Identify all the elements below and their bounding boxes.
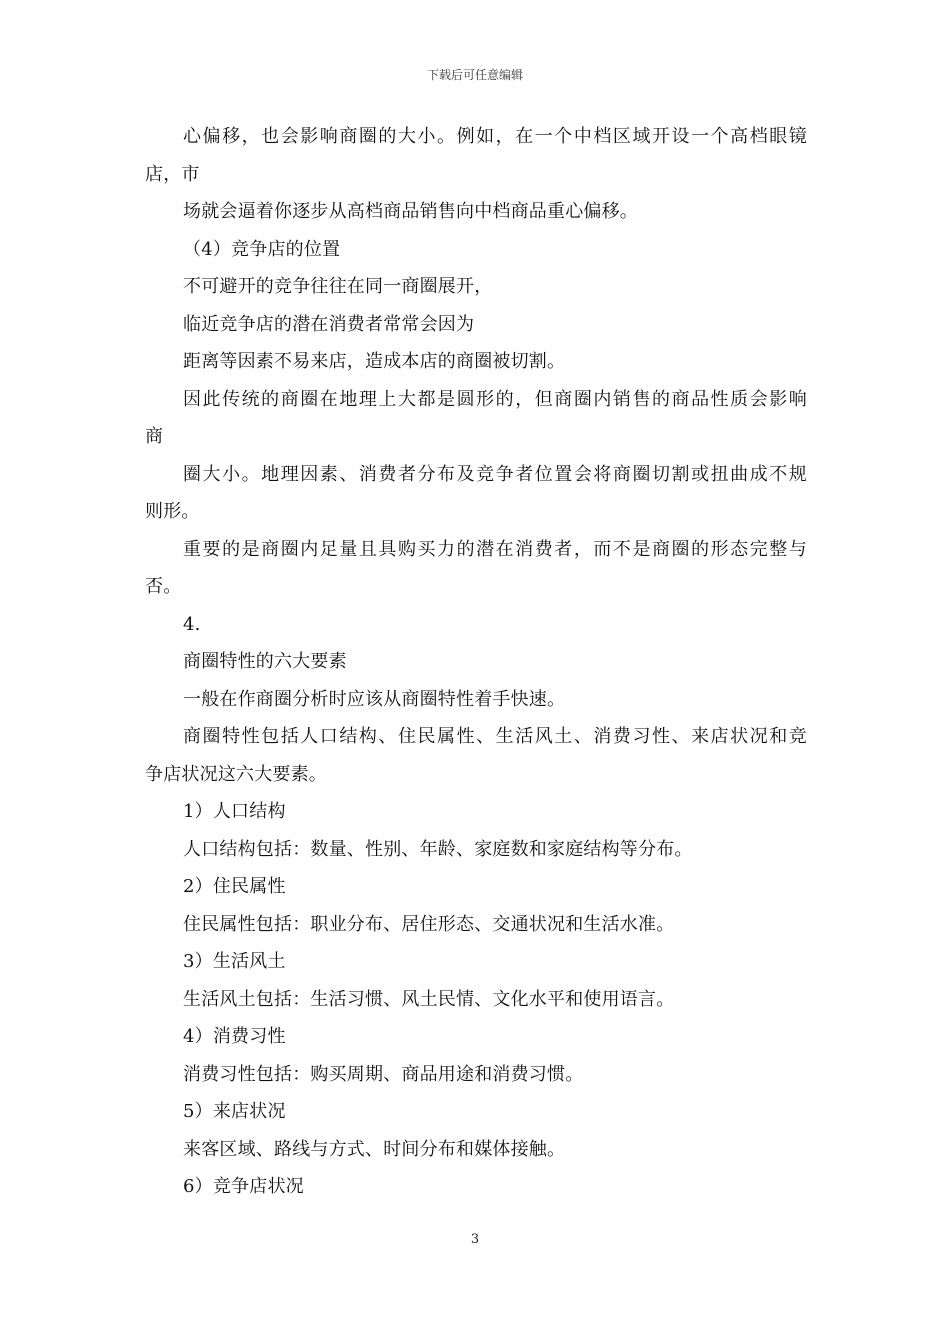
subsection-heading: 1）人口结构 (183, 801, 286, 822)
paragraph-line: 圈大小。地理因素、消费者分布及竞争者位置会将商圈切割或扭曲成不规 (183, 463, 807, 485)
paragraph-line: 则形。 (145, 501, 200, 522)
paragraph-line: 消费习性包括：购买周期、商品用途和消费习惯。 (183, 1063, 584, 1085)
paragraph-line: 距离等因素不易来店，造成本店的商圈被切割。 (183, 351, 566, 372)
paragraph-line: 重要的是商圈内足量且具购买力的潜在消费者，而不是商圈的形态完整与 (183, 538, 807, 560)
subsection-heading: 6）竞争店状况 (183, 1176, 304, 1197)
section-heading: 商圈特性的六大要素 (183, 651, 347, 672)
subsection-heading: 3）生活风土 (183, 951, 286, 972)
paragraph-line: 来客区域、路线与方式、时间分布和媒体接触。 (183, 1138, 566, 1160)
paragraph-line: 生活风土包括：生活习惯、风土民情、文化水平和使用语言。 (183, 988, 675, 1010)
subsection-heading: 5）来店状况 (183, 1101, 286, 1122)
document-body (145, 118, 807, 1206)
paragraph-line: 人口结构包括：数量、性别、年龄、家庭数和家庭结构等分布。 (183, 838, 693, 860)
page-header: 下载后可任意编辑 (426, 68, 523, 82)
section-heading: （4）竞争店的位置 (183, 238, 341, 260)
paragraph-line: 住民属性包括：职业分布、居住形态、交通状况和生活水准。 (183, 913, 675, 935)
paragraph-line: 店，市 (145, 163, 200, 185)
paragraph-line: 商圈特性包括人口结构、住民属性、生活风土、消费习性、来店状况和竞 (183, 726, 807, 747)
paragraph-line: 不可避开的竞争往往在同一商圈展开， (183, 276, 493, 297)
paragraph-line: 场就会逼着你逐步从高档商品销售向中档商品重心偏移。 (183, 201, 638, 222)
paragraph-line: 一般在作商圈分析时应该从商圈特性着手快速。 (183, 688, 566, 710)
paragraph-line: 心偏移，也会影响商圈的大小。例如，在一个中档区域开设一个高档眼镜 (183, 126, 807, 147)
subsection-heading: 4）消费习性 (183, 1026, 286, 1047)
section-number: 4. (183, 613, 201, 635)
paragraph-line: 临近竞争店的潜在消费者常常会因为 (183, 313, 475, 335)
subsection-heading: 2）住民属性 (183, 876, 286, 897)
paragraph-line: 争店状况这六大要素。 (145, 763, 327, 785)
paragraph-line: 商 (145, 426, 164, 447)
paragraph-line: 因此传统的商圈在地理上大都是圆形的，但商圈内销售的商品性质会影响 (183, 388, 807, 410)
paragraph-line: 否。 (145, 576, 182, 597)
page-number: 3 (470, 1232, 480, 1247)
